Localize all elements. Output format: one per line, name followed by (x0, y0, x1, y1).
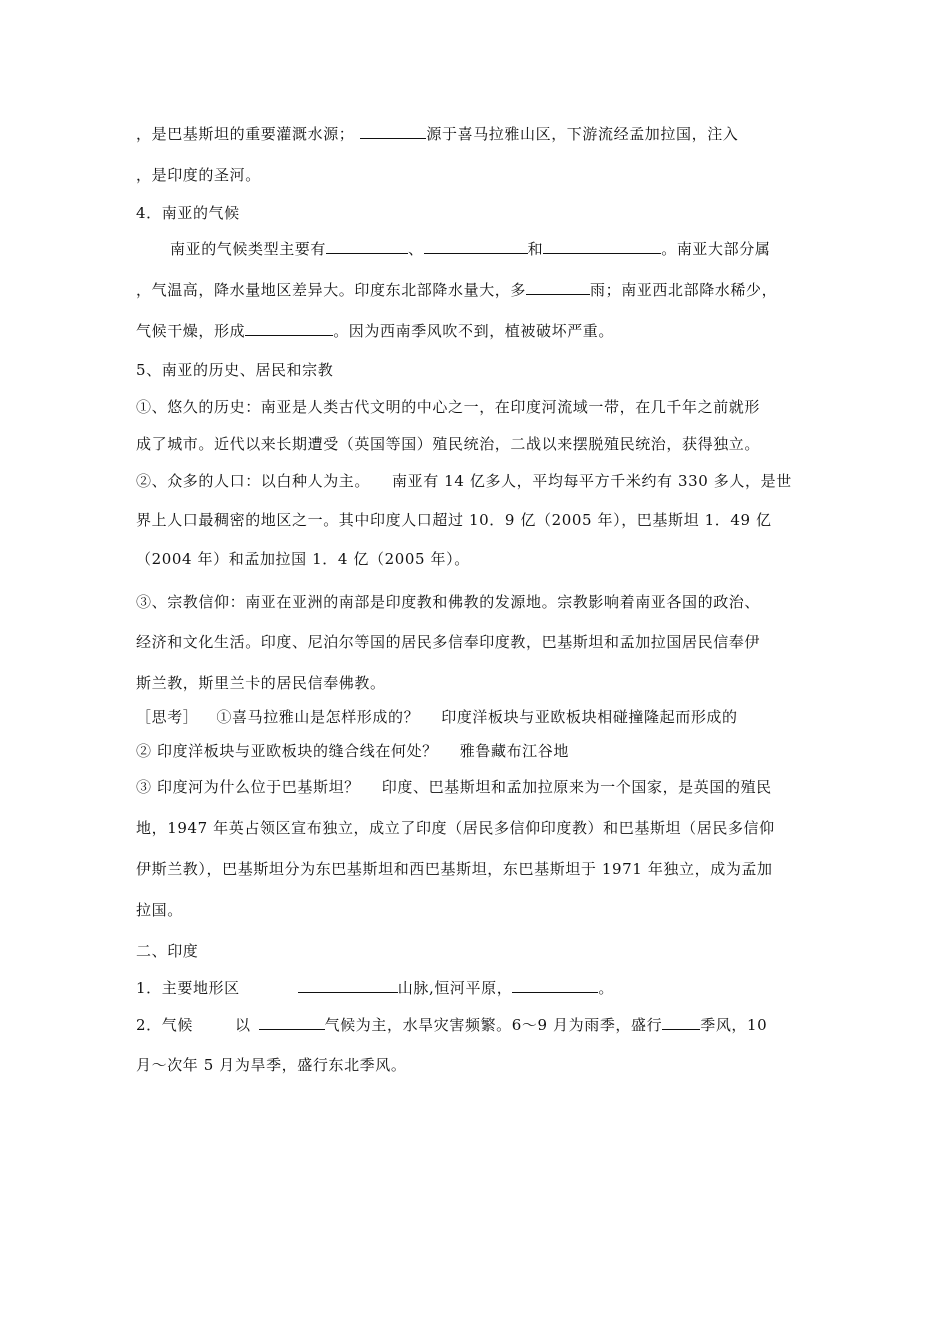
think-question (136, 777, 772, 797)
text-segment: 4．南亚的气候 (136, 204, 240, 222)
text-segment: 雅鲁藏布江谷地 (459, 742, 569, 760)
text-segment: 。南亚大部分属 (661, 240, 771, 258)
text-line (170, 238, 770, 259)
text-segment: ①、悠久的历史：南亚是人类古代文明的中心之一，在印度河流域一带，在几千年之前就形 (136, 398, 761, 416)
fill-blank[interactable] (360, 123, 426, 139)
text-line (136, 320, 614, 341)
text-segment: 二、印度 (136, 942, 199, 960)
text-segment: 月～次年 5 月为旱季，盛行东北季风。 (136, 1056, 407, 1074)
text-line (136, 1014, 767, 1035)
section-heading (136, 941, 198, 961)
text-segment: ①喜马拉雅山是怎样形成的？ (216, 708, 420, 726)
text-line (136, 471, 792, 491)
text-segment: 和 (527, 240, 544, 258)
text-segment: 界上人口最稠密的地区之一。其中印度人口超过 10．9 亿（2005 年），巴基斯坦 1．49 亿 (136, 511, 772, 529)
text-line (136, 673, 386, 693)
fill-blank[interactable] (662, 1014, 700, 1030)
text-segment: 以 (234, 1016, 251, 1034)
text-segment: 、 (408, 240, 424, 258)
text-line (136, 123, 738, 144)
text-segment: 南亚有 14 亿多人，平均每平方千米约有 330 多人，是世 (392, 472, 792, 490)
text-segment: ② 印度洋板块与亚欧板块的缝合线在何处？ (136, 742, 438, 760)
fill-blank[interactable] (526, 279, 590, 295)
text-segment: 气候干燥，形成 (136, 322, 246, 340)
text-segment: 地，1947 年英占领区宣布独立，成立了印度（居民多信仰印度教）和巴基斯坦（居民多信仰 (136, 819, 775, 837)
text-segment: ③、宗教信仰：南亚在亚洲的南部是印度教和佛教的发源地。宗教影响着南亚各国的政治、 (136, 593, 761, 611)
text-segment: 成了城市。近代以来长期遭受（英国等国）殖民统治，二战以来摆脱殖民统治，获得独立。 (136, 435, 761, 453)
fill-blank[interactable] (245, 320, 333, 336)
think-question (136, 741, 569, 761)
text-line (136, 859, 773, 879)
text-segment: 经济和文化生活。印度、尼泊尔等国的居民多信奉印度教，巴基斯坦和孟加拉国居民信奉伊 (136, 633, 761, 651)
text-line (136, 1055, 406, 1075)
text-line (136, 165, 261, 185)
think-question (136, 707, 738, 727)
text-segment: ③ 印度河为什么位于巴基斯坦？ (136, 778, 360, 796)
text-segment: 拉国。 (136, 901, 183, 919)
text-line (136, 632, 760, 652)
text-line (136, 510, 772, 530)
fill-blank[interactable] (512, 977, 598, 993)
fill-blank[interactable] (543, 238, 661, 254)
text-segment: ，是巴基斯坦的重要灌溉水源； (136, 125, 355, 143)
text-line (136, 818, 775, 838)
text-segment: ②、众多的人口：以白种人为主。 (136, 472, 371, 490)
text-segment: 山脉,恒河平原， (397, 979, 513, 997)
text-segment: 气候为主，水旱灾害频繁。6～9 月为雨季，盛行 (324, 1016, 663, 1034)
text-segment: 伊斯兰教），巴基斯坦分为东巴基斯坦和西巴基斯坦，东巴基斯坦于 1971 年独立，成为孟加 (136, 860, 773, 878)
fill-blank[interactable] (298, 977, 398, 993)
text-line (136, 592, 760, 612)
text-line (136, 279, 777, 300)
text-segment: ，气温高，降水量地区差异大。印度东北部降水量大，多 (136, 281, 527, 299)
fill-blank[interactable] (424, 238, 528, 254)
text-segment: 南亚的气候类型主要有 (170, 240, 327, 258)
text-segment: ，是印度的圣河。 (136, 166, 261, 184)
fill-blank[interactable] (259, 1014, 325, 1030)
text-segment: 季风，10 (700, 1016, 768, 1034)
text-segment: 。 (598, 979, 614, 997)
text-line (136, 397, 760, 417)
text-segment: 源于喜马拉雅山区，下游流经孟加拉国，注入 (426, 125, 739, 143)
text-segment: 1．主要地形区 (136, 979, 240, 997)
text-segment: 5、南亚的历史、居民和宗教 (136, 361, 334, 379)
text-segment: ［思考］ (136, 708, 199, 726)
text-segment: （2004 年）和孟加拉国 1．4 亿（2005 年）。 (136, 550, 470, 568)
section-heading (136, 203, 240, 223)
text-segment: 印度洋板块与亚欧板块相碰撞隆起而形成的 (441, 708, 738, 726)
text-line (136, 900, 183, 920)
text-segment: 斯兰教，斯里兰卡的居民信奉佛教。 (136, 674, 386, 692)
section-heading (136, 360, 333, 380)
text-segment: 印度、巴基斯坦和孟加拉原来为一个国家，是英国的殖民 (381, 778, 772, 796)
text-segment: 。因为西南季风吹不到，植被破坏严重。 (333, 322, 615, 340)
text-segment: 雨；南亚西北部降水稀少， (590, 281, 778, 299)
text-line (136, 977, 614, 998)
text-line (136, 434, 760, 454)
fill-blank[interactable] (326, 238, 408, 254)
text-line (136, 549, 470, 569)
text-segment: 2．气候 (136, 1016, 193, 1034)
